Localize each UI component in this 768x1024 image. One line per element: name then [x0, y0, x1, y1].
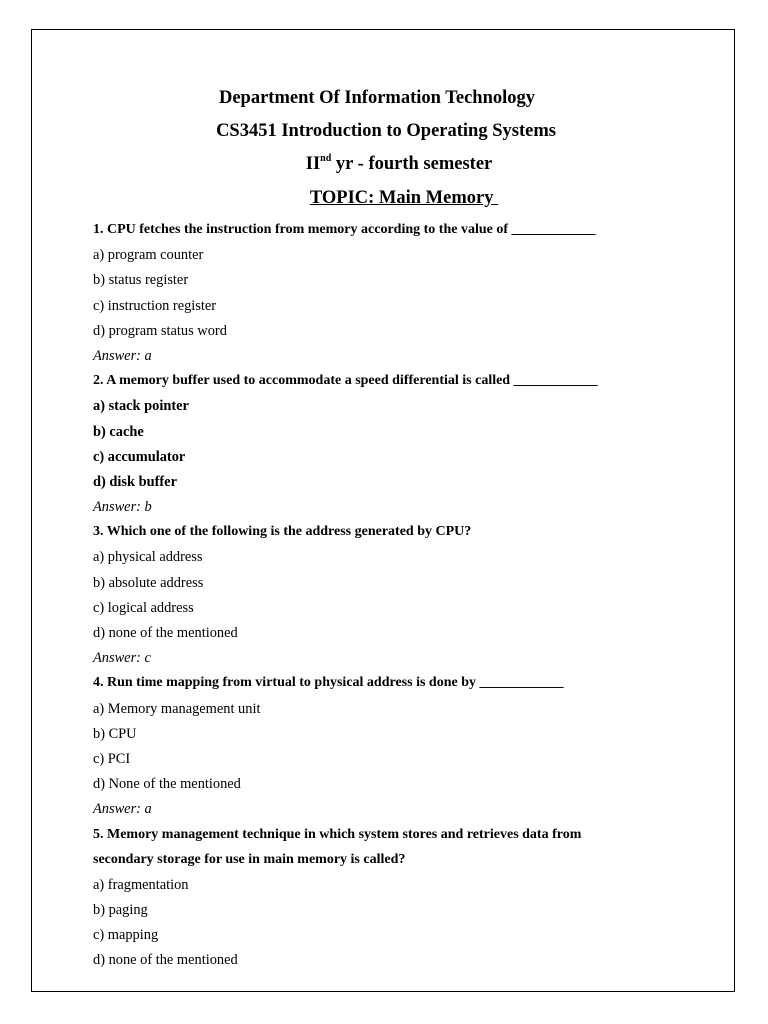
option-item: a) fragmentation [93, 876, 189, 893]
option-item: b) CPU [93, 725, 137, 742]
option-item: c) mapping [93, 927, 159, 944]
question-text: 4. Run time mapping from virtual to physical address is done by ____________ [93, 675, 564, 691]
option-item: a) stack pointer [93, 398, 189, 415]
option-item: d) program status word [93, 322, 227, 339]
option-item: d) none of the mentioned [93, 952, 238, 969]
option-item: b) status register [93, 272, 189, 289]
answer-text: Answer: a [93, 347, 152, 364]
course-title: CS3451 Introduction to Operating Systems [216, 121, 556, 141]
option-item: d) none of the mentioned [93, 625, 238, 641]
option-item: c) instruction register [93, 297, 217, 314]
option-item: b) absolute address [93, 574, 204, 591]
option-item: d) None of the mentioned [93, 776, 241, 793]
question-text: 5. Memory management technique in which system stores and retrieves data from [93, 826, 582, 842]
option-item: b) paging [93, 902, 148, 919]
topic-title: TOPIC: Main Memory [309, 188, 499, 208]
year-ordinal-suffix: nd [320, 153, 332, 164]
answer-text: Answer: c [93, 650, 151, 667]
option-item: c) logical address [93, 599, 194, 616]
option-item: a) physical address [93, 549, 203, 566]
option-item: d) disk buffer [93, 473, 177, 490]
question-text: 2. A memory buffer used to accommodate a speed differential is called ____________ [93, 373, 598, 389]
question-text: secondary storage for use in main memory is called? [93, 851, 406, 867]
year-semester-line [15, 154, 768, 175]
quiz-list [93, 220, 693, 976]
department-title: Department Of Information Technology [218, 88, 536, 108]
option-item: c) PCI [93, 750, 131, 767]
answer-text: Answer: b [93, 499, 152, 516]
answer-text: Answer: a [93, 801, 152, 818]
option-item: a) Memory management unit [93, 700, 261, 717]
option-item: a) program counter [93, 247, 204, 264]
option-item: b) cache [93, 423, 144, 440]
question-text: 1. CPU fetches the instruction from memory according to the value of ____________ [93, 222, 596, 237]
option-item: c) accumulator [93, 448, 186, 465]
year-semester-text: yr - fourth semester [331, 154, 493, 174]
question-text: 3. Which one of the following is the address generated by CPU? [93, 524, 472, 540]
year-number: II [305, 154, 321, 174]
